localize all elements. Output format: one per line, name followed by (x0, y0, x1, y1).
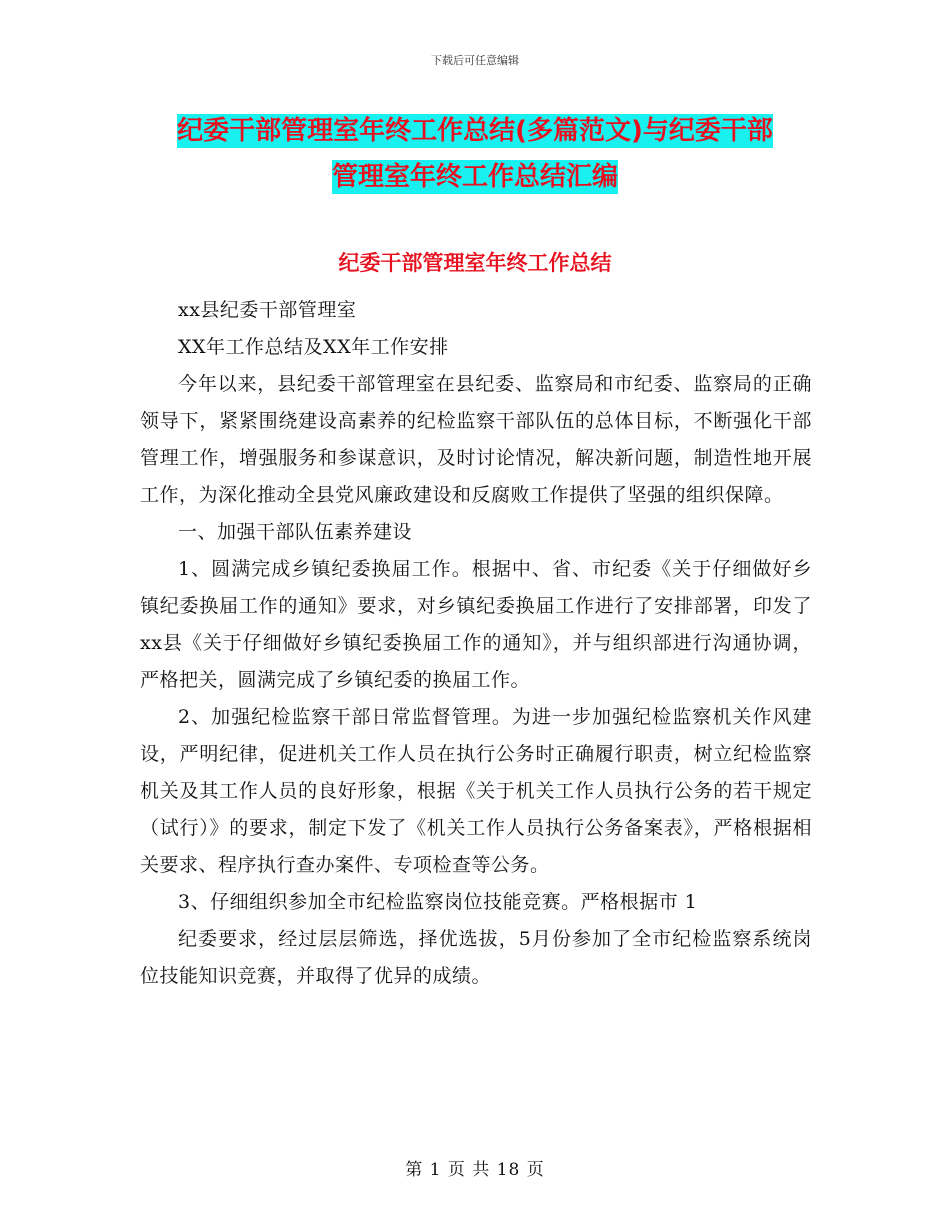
paragraph-subtitle: XX年工作总结及XX年工作安排 (178, 336, 449, 358)
paragraph-item-1: 1、圆满完成乡镇纪委换届工作。根据中、省、市纪委《关于仔细做好乡镇纪委换届工作的通知》要求，对乡镇纪委换届工作进行了安排部署，印发了xx县《关于仔细做好乡镇纪委换届工作的通知》，并与组织部进行沟通协调，严格把关，圆满完成了乡镇纪委的换届工作。 (140, 558, 812, 691)
paragraph-intro: 今年以来，县纪委干部管理室在县纪委、监察局和市纪委、监察局的正确领导下，紧紧围绕建设高素养的纪检监察干部队伍的总体目标，不断强化干部管理工作，增强服务和参谋意识，及时讨论情况，解决新问题，制造性地开展工作，为深化推动全县党风廉政建设和反腐败工作提供了坚强的组织保障。 (140, 373, 812, 506)
document-title-line-2: 管理室年终工作总结汇编 (331, 162, 618, 192)
paragraph-item-3-continued: 纪委要求，经过层层筛选，择优选拔，5月份参加了全市纪检监察系统岗位技能知识竞赛，并取得了优异的成绩。 (140, 928, 812, 987)
paragraph-item-3: 3、仔细组织参加全市纪检监察岗位技能竞赛。严格根据市 1 (178, 891, 698, 913)
paragraph-org-name: xx县纪委干部管理室 (178, 299, 357, 321)
header-note: 下载后可任意编辑 (431, 54, 519, 67)
document-title-line-1: 纪委干部管理室年终工作总结(多篇范文)与纪委干部 (177, 116, 773, 146)
page-footer: 第 1 页 共 18 页 (405, 1160, 545, 1180)
section-title: 纪委干部管理室年终工作总结 (338, 251, 612, 275)
paragraph-item-2: 2、加强纪检监察干部日常监督管理。为进一步加强纪检监察机关作风建设，严明纪律，促进机关工作人员在执行公务时正确履行职责，树立纪检监察机关及其工作人员的良好形象，根据《关于机关工作人员执行公务的若干规定（试行）》的要求，制定下发了《机关工作人员执行公务备案表》，严格根据相关要求、程序执行查办案件、专项检查等公务。 (140, 706, 812, 876)
document-title (140, 108, 810, 200)
paragraph-heading-1: 一、加强干部队伍素养建设 (178, 521, 413, 543)
document-body (140, 292, 812, 995)
